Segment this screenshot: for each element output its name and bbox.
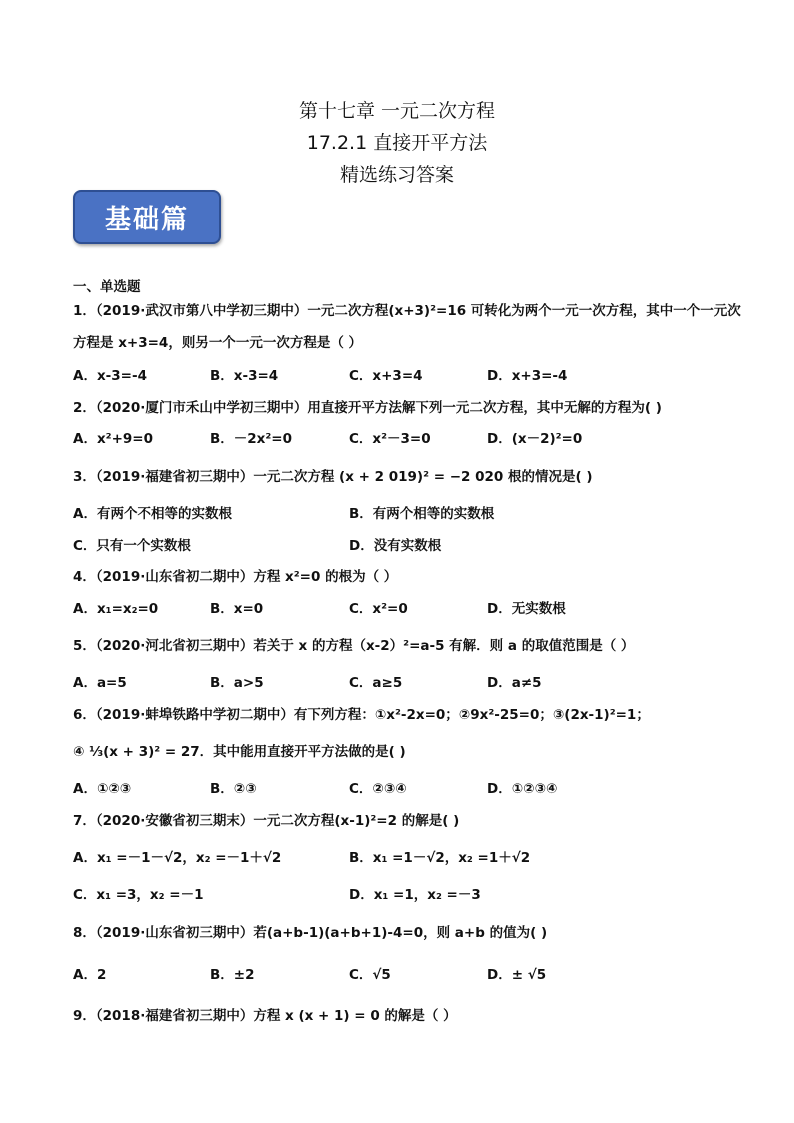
q1-option-a: A．x-3=-4 <box>73 368 147 384</box>
q7-option-c: C．x₁ =3，x₂ =－1 <box>73 887 204 903</box>
q3-option-b: B．有两个相等的实数根 <box>349 506 495 522</box>
level-badge <box>73 190 221 244</box>
q3-option-d: D．没有实数根 <box>349 538 442 554</box>
q3-option-c: C．只有一个实数根 <box>73 538 191 554</box>
q4-option-c: C．x²=0 <box>349 601 408 617</box>
q4-option-a: A．x₁=x₂=0 <box>73 601 159 617</box>
q7-stem: 7．（2020·安徽省初三期末）一元二次方程(x-1)²=2 的解是( ) <box>73 813 460 829</box>
q1-option-b: B．x-3=4 <box>210 368 279 384</box>
answer-subtitle: 精选练习答案 <box>339 164 454 186</box>
question-section-title: 一、单选题 <box>73 279 141 295</box>
section-title: 17.2.1 直接开平方法 <box>306 132 488 154</box>
badge-label: 基础篇 <box>104 204 189 235</box>
q7-option-d: D．x₁ =1，x₂ =－3 <box>349 887 481 903</box>
chapter-title: 第十七章 一元二次方程 <box>298 100 496 122</box>
q5-option-b: B．a>5 <box>210 675 264 691</box>
q2-option-c: C．x²－3=0 <box>349 431 431 447</box>
q8-option-b: B．±2 <box>210 967 255 983</box>
q3-option-a: A．有两个不相等的实数根 <box>73 506 232 522</box>
q5-option-c: C．a≥5 <box>349 675 403 691</box>
q2-option-d: D．(x－2)²=0 <box>487 431 583 447</box>
q8-stem: 8．（2019·山东省初三期中）若(a+b-1)(a+b+1)-4=0，则 a+b 的值为( ) <box>73 925 548 941</box>
q2-option-b: B．－2x²=0 <box>210 431 293 447</box>
q6-stem-line1: 6．（2019·蚌埠铁路中学初二期中）有下列方程：①x²-2x=0；②9x²-25=0；③(2x-1)²=1； <box>73 707 650 723</box>
q6-option-b: B．②③ <box>210 781 257 797</box>
q8-option-c: C．√5 <box>349 967 391 983</box>
q3-stem: 3．（2019·福建省初三期中）一元二次方程 (x + 2 019)² = −2 020 根的情况是( ) <box>73 469 593 485</box>
q1-stem-line1: 1．（2019·武汉市第八中学初三期中）一元二次方程(x+3)²=16 可转化为两个一元一次方程，其中一个一元次 <box>73 303 741 319</box>
q7-option-b: B．x₁ =1－√2，x₂ =1＋√2 <box>349 850 531 866</box>
q1-option-c: C．x+3=4 <box>349 368 423 384</box>
q7-option-a: A．x₁ =－1－√2，x₂ =－1＋√2 <box>73 850 282 866</box>
q6-option-a: A．①②③ <box>73 781 132 797</box>
q5-stem: 5．（2020·河北省初三期中）若关于 x 的方程（x-2）²=a-5 有解．则 a 的取值范围是（ ） <box>73 638 635 654</box>
q4-stem: 4．（2019·山东省初二期中）方程 x²=0 的根为（ ） <box>73 569 398 585</box>
q5-option-d: D．a≠5 <box>487 675 542 691</box>
q6-option-c: C．②③④ <box>349 781 407 797</box>
q6-stem-line2: ④ ⅓(x + 3)² = 27．其中能用直接开平方法做的是( ) <box>73 744 406 760</box>
q6-option-d: D．①②③④ <box>487 781 558 797</box>
q2-stem: 2．（2020·厦门市禾山中学初三期中）用直接开平方法解下列一元二次方程，其中无解的方程为( ) <box>73 400 662 416</box>
q8-option-a: A．2 <box>73 967 107 983</box>
q4-option-d: D．无实数根 <box>487 601 566 617</box>
q4-option-b: B．x=0 <box>210 601 264 617</box>
q1-option-d: D．x+3=-4 <box>487 368 568 384</box>
q2-option-a: A．x²+9=0 <box>73 431 153 447</box>
q1-stem-line2: 方程是 x+3=4，则另一个一元一次方程是（ ） <box>73 335 363 351</box>
q5-option-a: A．a=5 <box>73 675 127 691</box>
q8-option-d: D．± √5 <box>487 967 547 983</box>
q9-stem: 9．（2018·福建省初三期中）方程 x (x + 1) = 0 的解是（ ） <box>73 1008 457 1024</box>
